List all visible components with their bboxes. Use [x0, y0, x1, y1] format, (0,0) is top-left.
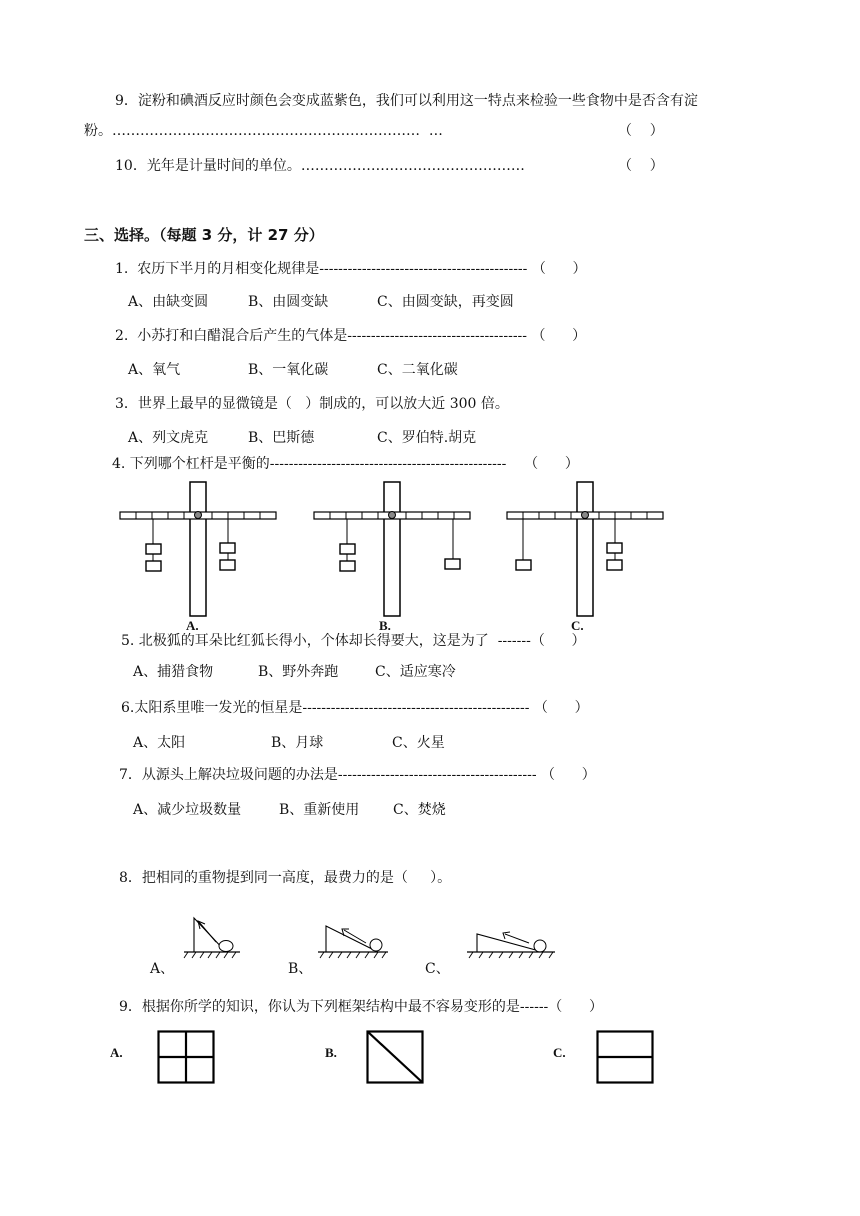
frame-figure-b [366, 1030, 426, 1086]
q8-figure-label-c: C、 [425, 961, 450, 977]
frame-figure-c [596, 1030, 656, 1086]
q6-stem: 6.太阳系里唯一发光的恒星是------------------------------------------------ （ ） [121, 700, 589, 716]
q5-option-b: B、野外奔跑 [258, 664, 339, 680]
q1-option-a: A、由缺变圆 [128, 294, 209, 310]
q7-option-b: B、重新使用 [279, 802, 360, 818]
tf-q9-answer-paren: （ ） [618, 123, 664, 139]
q3-option-c: C、罗伯特.胡克 [377, 430, 477, 446]
q2-option-c: C、二氧化碳 [377, 362, 458, 378]
q6-option-a: A、太阳 [133, 735, 186, 751]
q2-option-b: B、一氧化碳 [248, 362, 329, 378]
q3-option-a: A、列文虎克 [128, 430, 209, 446]
tf-q9-line1: 9．淀粉和碘酒反应时颜色会变成蓝紫色，我们可以利用这一特点来检验一些食物中是否含有淀 [115, 93, 698, 109]
q6-option-c: C、火星 [392, 735, 445, 751]
frame-figure-a [157, 1030, 217, 1086]
q7-stem: 7．从源头上解决垃圾问题的办法是------------------------------------------ （ ） [119, 767, 596, 783]
q5-stem: 5. 北极狐的耳朵比红狐长得小，个体却长得要大，这是为了 -------（ ） [121, 633, 586, 649]
q4-figure-label-c: C. [571, 618, 584, 633]
lever-figure-c [497, 480, 667, 620]
tf-q10: 10．光年是计量时间的单位。………………………………………… [115, 158, 525, 174]
q3-stem: 3．世界上最早的显微镜是（ ）制成的，可以放大近 300 倍。 [115, 396, 509, 412]
lever-figure-b [304, 480, 474, 620]
q1-option-c: C、由圆变缺，再变圆 [377, 294, 514, 310]
incline-figure-b [316, 912, 396, 960]
q6-option-b: B、月球 [271, 735, 324, 751]
q4-figure-label-b: B. [379, 618, 391, 633]
section3-heading: 三、选择。（每题 3 分，计 27 分） [84, 226, 324, 244]
q7-option-c: C、焚烧 [393, 802, 446, 818]
q3-option-b: B、巴斯德 [248, 430, 315, 446]
q9-figure-label-b: B. [325, 1045, 337, 1060]
q8-figure-label-a: A、 [150, 961, 175, 977]
q2-option-a: A、氧气 [128, 362, 181, 378]
q9-stem: 9．根据你所学的知识，你认为下列框架结构中最不容易变形的是------（ ） [119, 999, 603, 1015]
q2-stem: 2. 小苏打和白醋混合后产生的气体是-------------------------------------- （ ） [115, 328, 587, 344]
q5-option-a: A、捕猎食物 [133, 664, 214, 680]
q7-option-a: A、减少垃圾数量 [133, 802, 242, 818]
q9-figure-label-c: C. [553, 1045, 566, 1060]
q5-option-c: C、适应寒冷 [375, 664, 456, 680]
incline-figure-c [463, 912, 563, 960]
q1-option-b: B、由圆变缺 [248, 294, 329, 310]
q8-figure-label-b: B、 [288, 961, 313, 977]
tf-q9-line2: 粉。………………………………………………………… … [84, 123, 443, 139]
q4-figure-label-a: A. [186, 618, 199, 633]
tf-q10-answer-paren: （ ） [618, 158, 664, 174]
incline-figure-a [180, 912, 250, 960]
q8-stem: 8．把相同的重物提到同一高度，最费力的是（ ）。 [119, 870, 452, 886]
lever-figure-a [110, 480, 280, 620]
q4-stem: 4. 下列哪个杠杆是平衡的-------------------------------------------------- （ ） [112, 456, 579, 472]
q1-stem: 1. 农历下半月的月相变化规律是-------------------------------------------- （ ） [115, 261, 587, 277]
q9-figure-label-a: A. [110, 1045, 123, 1060]
